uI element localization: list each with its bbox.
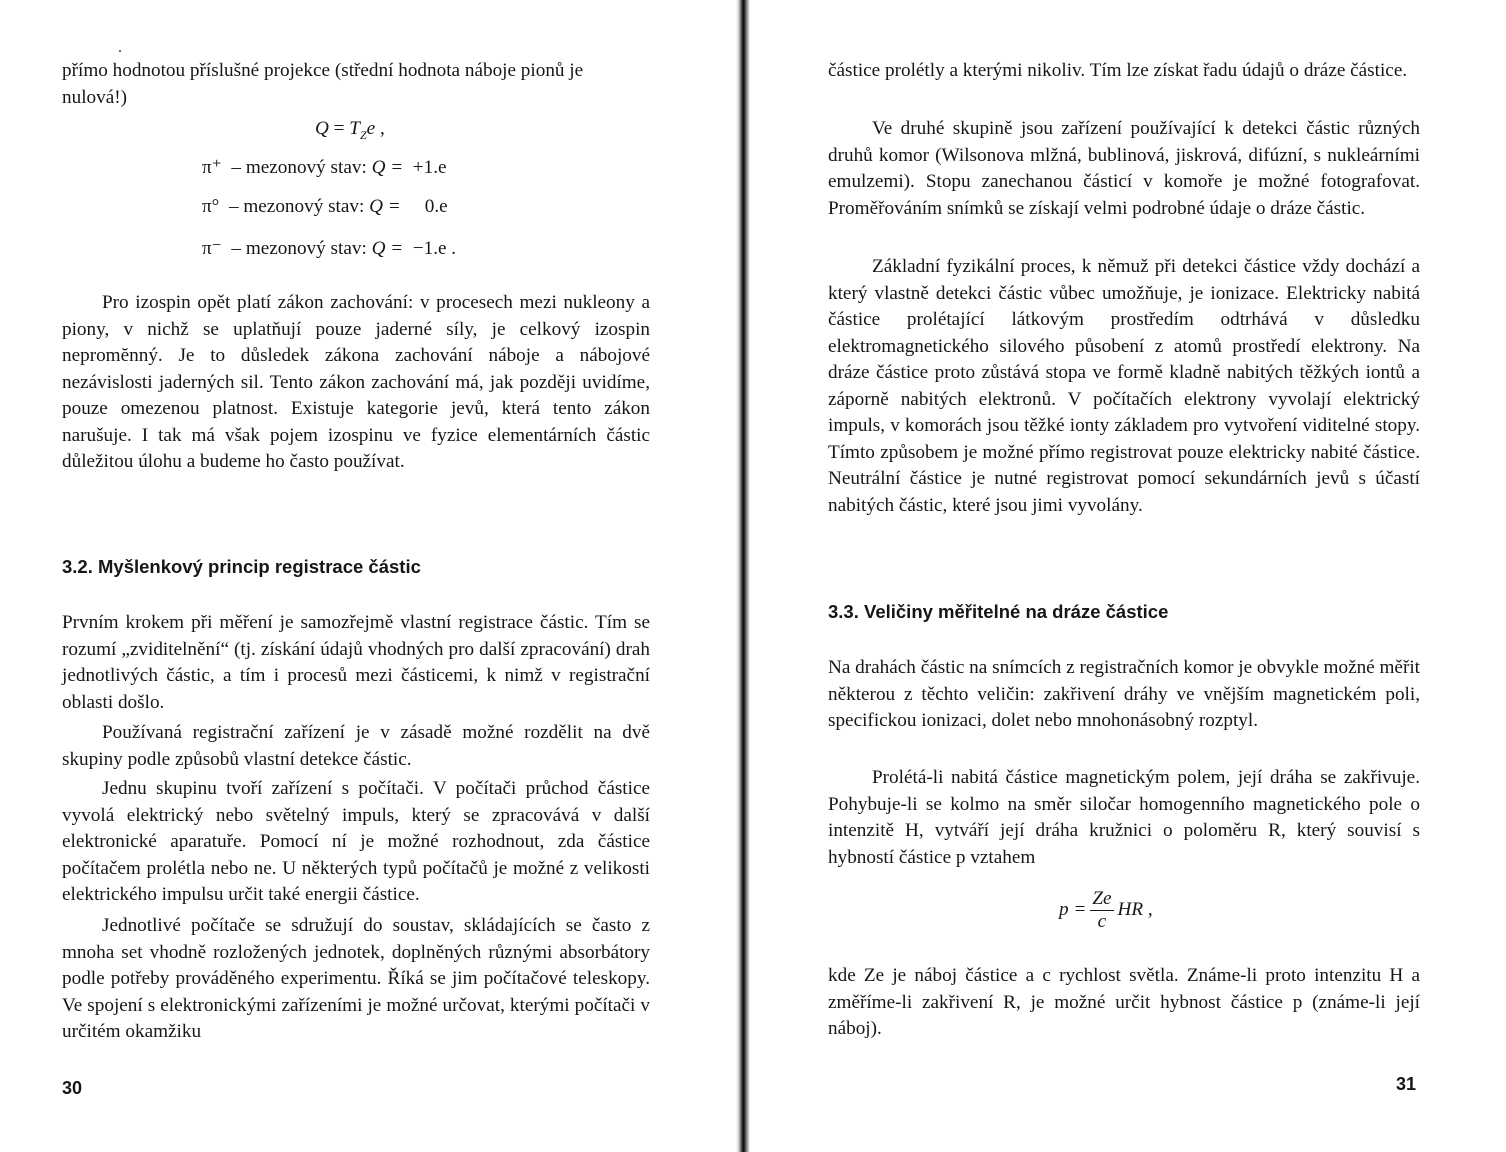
left-page — [0, 0, 740, 1152]
paragraph-pocitace: Jednu skupinu tvoří zařízení s počítači. V počítači průchod částice vyvolá elektrický nebo světelný impuls, který se zpracovává v další elektronické aparatuře. Pomocí ní je možné rozhodnout, zda částice počítačem prolétla nebo ne. U některých typů počítačů je možné z velikosti elektrického impulsu určit také energii částice. — [62, 778, 650, 905]
paragraph-hybnost: kde Ze je náboj částice a c rychlost světla. Známe-li proto intenzitu H a změříme-li zakřivení R, je možné určit hybnost částice p (známe-li její náboj). — [828, 965, 1420, 1039]
momentum-equation — [1059, 888, 1153, 933]
meson-particle: π⁻ — [202, 238, 222, 259]
page-number-right: 31 — [1396, 1074, 1417, 1094]
paragraph-ionizace: Základní fyzikální proces, k němuž při detekci částice vždy dochází a který vlastně detekci částic vůbec umožňuje, je ionizace. Elektricky nabitá částice prolétající látkovým prostředím odtrhává v důsledku elektromagnetického silového působení z atomů prostředí elektrony. Na dráze částice proto zůstává stopa ve formě kladně nabitých těžkých iontů a záporně nabitých elektronů. V počítačích elektrony vyvolají elektrický impuls, v komorách jsou těžké ionty základem pro vytvoření viditelné stopy. Tímto způsobem je možné přímo registrovat pouze elektricky nabité částice. Neutrální částice je nutné registrovat pomocí sekundárních jevů s účastí nabitých částic, které jsou jimi vyvolány. — [828, 256, 1420, 516]
section-heading-3-2: 3.2. Myšlenkový princip registrace částic — [62, 556, 421, 577]
meson-text: – mezonový stav: — [231, 238, 367, 259]
izospin-paragraph: Pro izospin opět platí zákon zachování: v procesech mezi nukleony a piony, v nichž se uplatňují pouze jaderné síly, je celkový izospin nepromĕnný. Je to důsledek zákona zachování náboje a nábojové nezávislosti jaderných sil. Tento zákon zachování má, jak později uvidíme, pouze omezenou platnost. Existuje kategorie jevů, která tento zákon narušuje. I tak má však pojem izospinu ve fyzice elementárních částic důležitou úlohu a budeme ho často používat. — [62, 292, 650, 472]
meson-particle: π° — [202, 196, 220, 217]
intro-paragraph: přímo hodnotou příslušné projekce (střední hodnota náboje pionů je nulová!) — [62, 60, 584, 108]
paragraph-registrace: Prvním krokem při měření je samozřejmě vlastní registrace částic. Tím se rozumí „zviditelnění“ (tj. získání údajů vhodných pro další zpracování) drah jednotlivých částic, a tím i procesů mezi částicemi, k nimž v registrační oblasti došlo. — [62, 612, 650, 713]
meson-value: +1.e — [412, 157, 447, 178]
eq-denominator: c — [1097, 911, 1107, 932]
paragraph-magneticke-pole: Prolétá-li nabitá částice magnetickým polem, její dráha se zakřivuje. Pohybuje-li se kolmo na směr siločar homogenního magnetického pole o intenzitě H, vytváří její dráha kružnici o poloměru R, který souvisí s hybností částice p vztahem — [828, 767, 1420, 868]
meson-value: −1.e . — [412, 238, 457, 259]
paragraph-teleskopy: Jednotlivé počítače se sdružují do soustav, skládajících se často z mnoha set vhodně rozložených jednotek, doplněných různými absorbátory podle potřeby prováděného experimentu. Říká se jim počítačové teleskopy. Ve spojení s elektronickými zařízeními je možné určovat, kterými počítači v určitém okamžiku — [62, 915, 650, 1042]
meson-text: – mezonový stav: — [231, 157, 367, 178]
meson-value: 0.e — [424, 196, 448, 217]
meson-particle: π⁺ — [202, 157, 222, 178]
meson-q: Q = — [369, 196, 401, 217]
meson-row-minus — [202, 236, 456, 260]
eq-numerator: Ze — [1092, 888, 1112, 909]
eq-rhs: HR , — [1117, 898, 1153, 920]
meson-row-plus — [202, 155, 447, 179]
meson-q: Q = — [371, 157, 404, 178]
eq-lhs: p = — [1059, 898, 1087, 920]
meson-q: Q = — [371, 238, 404, 259]
paragraph-skupiny: Používaná registrační zařízení je v zásadě možné rozdělit na dvě skupiny podle způsobů vlastní detekce částic. — [62, 722, 650, 770]
meson-text: – mezonový stav: — [228, 196, 365, 217]
paragraph-veliciny: Na drahách částic na snímcích z registračních komor je obvykle možné měřit některou z těchto veličin: zakřivení dráhy ve vnějším magnetickém poli, specifickou ionizaci, dolet nebo mnohonásobný rozptyl. — [828, 657, 1420, 731]
eq-fraction — [1090, 888, 1113, 933]
section-heading-3-3: 3.3. Veličiny měřitelné na dráze částice — [828, 601, 1169, 622]
charge-equation: $Q = T_Ze$ , — [315, 118, 385, 142]
meson-row-zero — [202, 196, 448, 218]
speck — [119, 50, 121, 52]
page-number-left: 30 — [62, 1078, 83, 1098]
right-page — [752, 0, 1506, 1152]
paragraph-komory: Ve druhé skupině jsou zařízení používající k detekci částic různých druhů komor (Wilsonova mlžná, bublinová, jiskrová, difúzní, s nukleárními emulzemi). Stopu zanechanou částicí v komoře je možné fotografovat. Proměřováním snímků se získají velmi podrobné údaje o dráze částic. — [828, 118, 1420, 219]
paragraph-continuation: částice prolétly a kterými nikoliv. Tím lze získat řadu údajů o dráze částice. — [828, 60, 1408, 81]
